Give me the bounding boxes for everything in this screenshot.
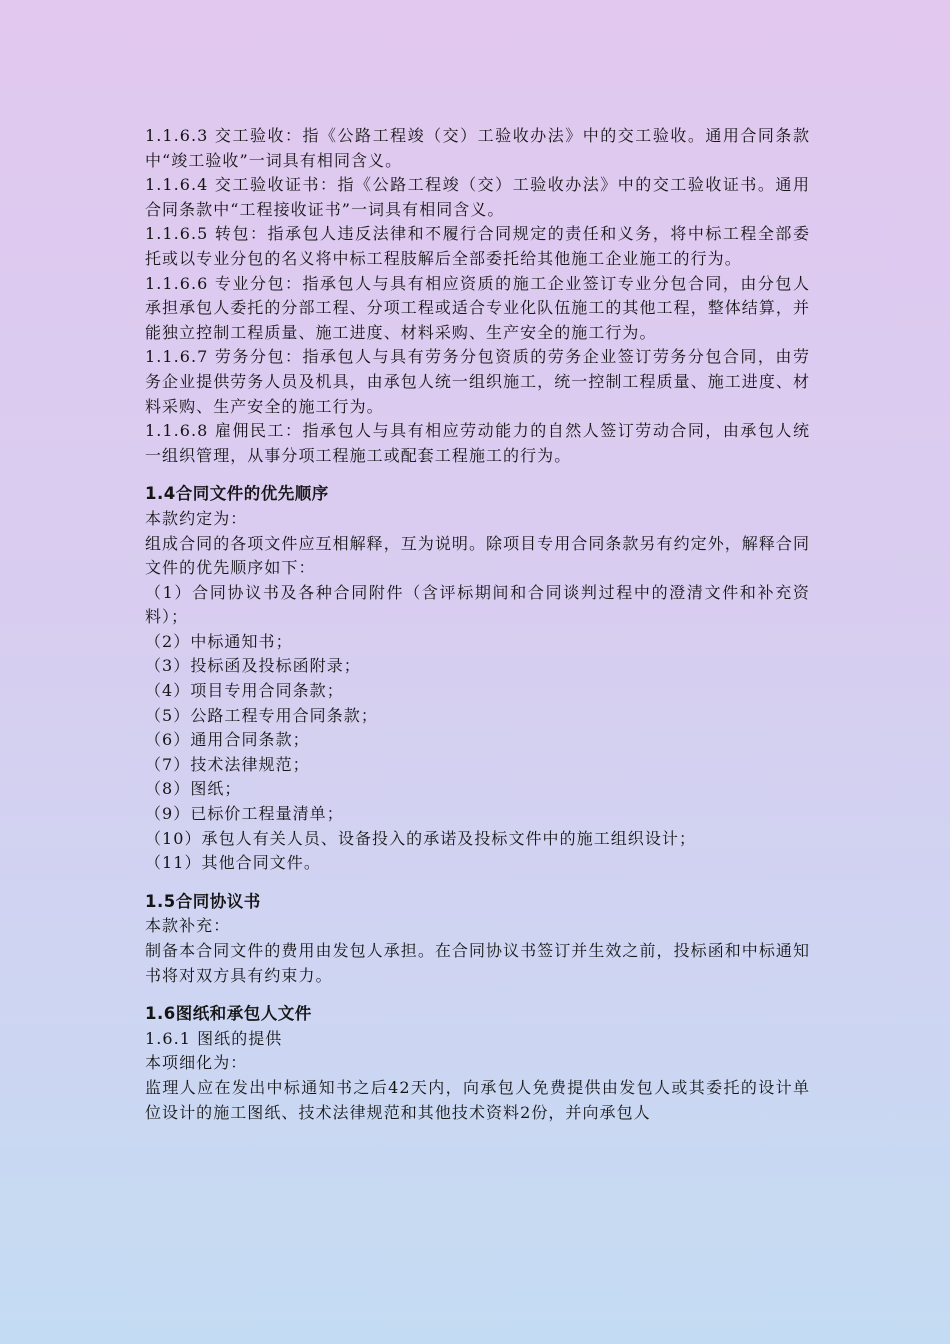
priority-list-item: （9）已标价工程量清单；	[145, 804, 344, 824]
priority-list-item: （1）合同协议书及各种合同附件（含评标期间和合同谈判过程中的澄清文件和补充资料）；	[145, 582, 810, 627]
priority-list-item: （10）承包人有关人员、设备投入的承诺及投标文件中的施工组织设计；	[145, 828, 697, 848]
section-heading-1-4: 1.4合同文件的优先顺序	[145, 484, 329, 504]
priority-list-item: （5）公路工程专用合同条款；	[145, 705, 378, 725]
priority-list-item: （7）技术法律规范；	[145, 754, 310, 774]
section-1-5-body: 制备本合同文件的费用由发包人承担。在合同协议书签订并生效之前，投标函和中标通知书将对双方具有约束力。	[145, 941, 810, 985]
priority-list-item: （11）其他合同文件。	[145, 853, 321, 873]
section-1-4-intro: 本款约定为：	[145, 508, 248, 528]
section-1-6-intro: 本项细化为：	[145, 1053, 248, 1073]
priority-list-item: （8）图纸；	[145, 779, 242, 799]
section-1-4-body: 组成合同的各项文件应互相解释，互为说明。除项目专用合同条款另有约定外，解释合同文件的优先顺序如下：	[145, 533, 810, 578]
section-heading-1-6: 1.6图纸和承包人文件	[145, 1004, 312, 1024]
document-page	[145, 124, 810, 1125]
definition-1-1-6-7: 1.1.6.7 劳务分包：指承包人与具有劳务分包资质的劳务企业签订劳务分包合同，由劳务企业提供劳务人员及机具，由承包人统一组织施工，统一控制工程质量、施工进度、材料采购、生产安全的施工行为。	[145, 347, 810, 416]
definition-1-1-6-5: 1.1.6.5 转包：指承包人违反法律和不履行合同规定的责任和义务，将中标工程全部委托或以专业分包的名义将中标工程肢解后全部委托给其他施工企业施工的行为。	[145, 224, 810, 268]
subsection-1-6-1-title: 1.6.1 图纸的提供	[145, 1028, 283, 1048]
priority-list-item: （3）投标函及投标函附录；	[145, 656, 361, 676]
section-1-5-intro: 本款补充：	[145, 916, 231, 936]
definition-1-1-6-8: 1.1.6.8 雇佣民工：指承包人与具有相应劳动能力的自然人签订劳动合同，由承包人统一组织管理，从事分项工程施工或配套工程施工的行为。	[145, 421, 810, 465]
definition-1-1-6-3: 1.1.6.3 交工验收：指《公路工程竣（交）工验收办法》中的交工验收。通用合同条款中“竣工验收”一词具有相同含义。	[145, 126, 810, 170]
priority-list-item: （6）通用合同条款；	[145, 730, 310, 750]
section-1-6-body: 监理人应在发出中标通知书之后42天内，向承包人免费提供由发包人或其委托的设计单位设计的施工图纸、技术法律规范和其他技术资料2份，并向承包人	[145, 1077, 810, 1122]
priority-list-item: （4）项目专用合同条款；	[145, 681, 344, 701]
definition-1-1-6-6: 1.1.6.6 专业分包：指承包人与具有相应资质的施工企业签订专业分包合同，由分包人承担承包人委托的分部工程、分项工程或适合专业化队伍施工的其他工程，整体结算，并能独立控制工程质量、施工进度、材料采购、生产安全的施工行为。	[145, 273, 810, 342]
section-heading-1-5: 1.5合同协议书	[145, 891, 261, 911]
priority-list-item: （2）中标通知书；	[145, 631, 293, 651]
definition-1-1-6-4: 1.1.6.4 交工验收证书：指《公路工程竣（交）工验收办法》中的交工验收证书。通用合同条款中“工程接收证书”一词具有相同含义。	[145, 175, 810, 219]
